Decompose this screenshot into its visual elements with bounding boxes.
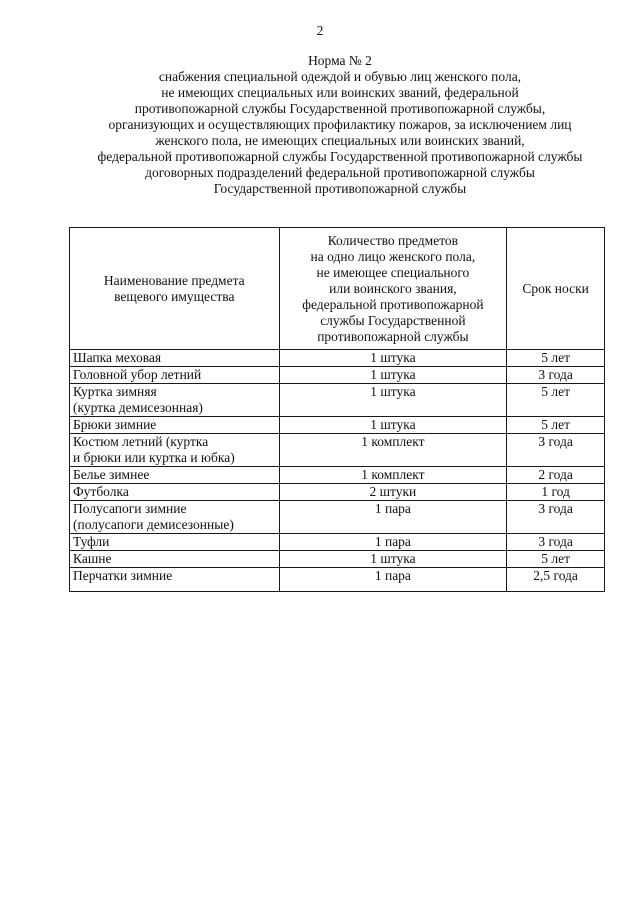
item-term: 2 года <box>507 467 605 484</box>
table-header-row <box>70 228 605 350</box>
heading-line: Норма № 2 <box>308 53 372 68</box>
item-term: 1 год <box>507 484 605 501</box>
heading-line: снабжения специальной одеждой и обувью лиц женского пола, <box>158 69 522 84</box>
heading-line: Государственной противопожарной службы <box>213 181 467 196</box>
header-wear-term: Срок носки <box>507 228 605 350</box>
heading-line: противопожарной службы Государственной противопожарной службы, <box>134 101 546 116</box>
header-item-name: Наименование предмета вещевого имущества <box>70 228 280 350</box>
norm-table <box>69 227 605 592</box>
item-term: 5 лет <box>507 350 605 367</box>
item-name: Полусапоги зимние (полусапоги демисезонные) <box>70 501 280 534</box>
item-quantity: 1 пара <box>279 534 507 551</box>
item-name: Футболка <box>70 484 280 501</box>
heading-line: федеральной противопожарной службы Государственной противопожарной службы <box>97 149 583 164</box>
item-term: 2,5 года <box>507 568 605 592</box>
table-row <box>70 484 605 501</box>
item-name: Брюки зимние <box>70 417 280 434</box>
item-term: 3 года <box>507 367 605 384</box>
table-row <box>70 367 605 384</box>
item-term: 3 года <box>507 534 605 551</box>
item-name: Кашне <box>70 551 280 568</box>
header-quantity: Количество предметов на одно лицо женского пола, не имеющее специального или воинского звания, федеральной противопожарной службы Государственной противопожарной службы <box>279 228 507 350</box>
heading-line: договорных подразделений федеральной противопожарной службы <box>145 165 535 180</box>
item-name: Туфли <box>70 534 280 551</box>
table-row <box>70 467 605 484</box>
item-quantity: 1 пара <box>279 568 507 592</box>
table-row <box>70 350 605 367</box>
item-quantity: 1 комплект <box>279 467 507 484</box>
item-quantity: 1 пара <box>279 501 507 534</box>
item-quantity: 1 комплект <box>279 434 507 467</box>
heading-line: женского пола, не имеющих специальных или воинских званий, <box>155 133 525 148</box>
item-quantity: 1 штука <box>279 551 507 568</box>
page-number: 2 <box>316 23 324 38</box>
table-row <box>70 384 605 417</box>
table-row <box>70 434 605 467</box>
item-name: Головной убор летний <box>70 367 280 384</box>
item-term: 3 года <box>507 501 605 534</box>
item-quantity: 1 штука <box>279 350 507 367</box>
item-quantity: 1 штука <box>279 417 507 434</box>
item-term: 5 лет <box>507 384 605 417</box>
table-row <box>70 534 605 551</box>
item-term: 5 лет <box>507 417 605 434</box>
heading-line: организующих и осуществляющих профилактику пожаров, за исключением лиц <box>108 117 572 132</box>
item-term: 5 лет <box>507 551 605 568</box>
item-quantity: 2 штуки <box>279 484 507 501</box>
document-heading <box>20 53 640 197</box>
table-row <box>70 417 605 434</box>
item-name: Белье зимнее <box>70 467 280 484</box>
item-name: Куртка зимняя (куртка демисезонная) <box>70 384 280 417</box>
table-row <box>70 501 605 534</box>
item-name: Шапка меховая <box>70 350 280 367</box>
table-row <box>70 568 605 592</box>
heading-line: не имеющих специальных или воинских званий, федеральной <box>161 85 519 100</box>
item-term: 3 года <box>507 434 605 467</box>
item-name: Костюм летний (куртка и брюки или куртка и юбка) <box>70 434 280 467</box>
item-quantity: 1 штука <box>279 367 507 384</box>
item-name: Перчатки зимние <box>70 568 280 592</box>
table-row <box>70 551 605 568</box>
item-quantity: 1 штука <box>279 384 507 417</box>
